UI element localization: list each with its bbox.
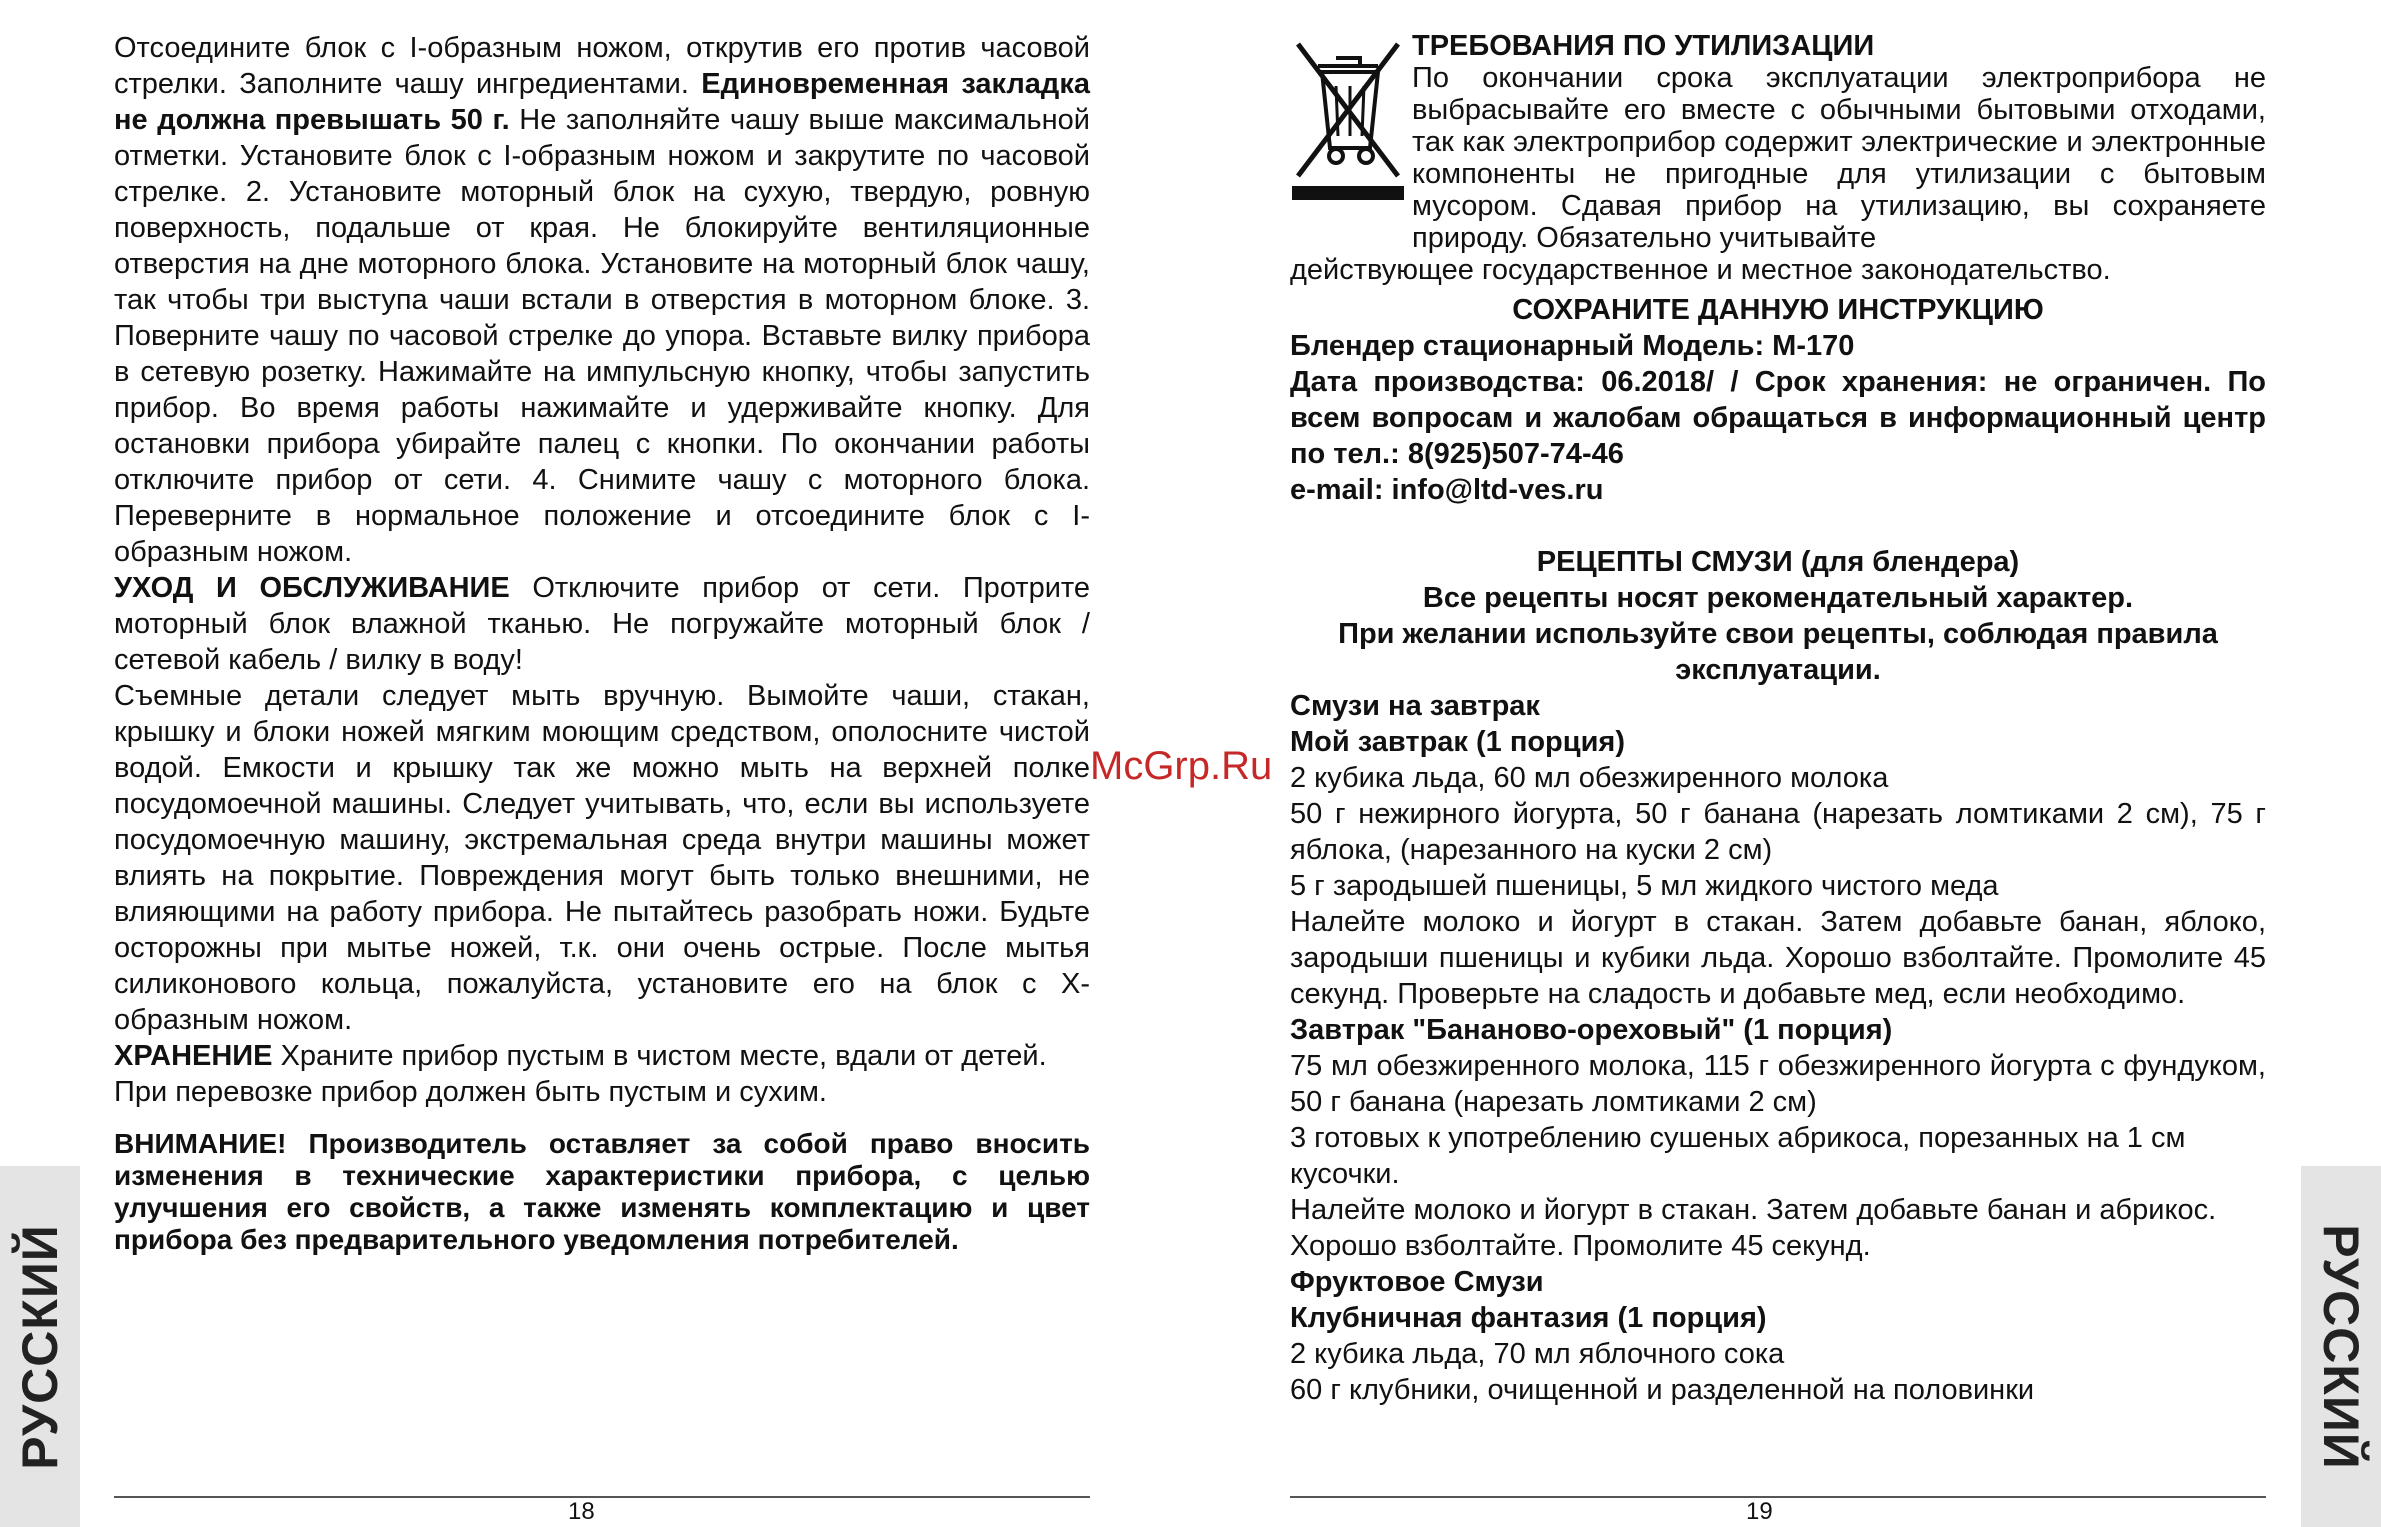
right-footer-rule [1290, 1496, 2266, 1498]
right-page-text [1290, 292, 2266, 1408]
watermark: McGrp.Ru [1090, 744, 1273, 788]
recipe-1-line: 50 г нежирного йогурта, 50 г банана (нарезать ломтиками 2 см), 75 г яблока, (нарезанного на куски 2 см) [1290, 798, 2266, 866]
storage-paragraph [114, 1038, 1090, 1074]
right-page-number: 19 [1746, 1498, 1773, 1525]
manufacturer-notice: ВНИМАНИЕ! Производитель оставляет за собой право вносить изменения в технические характеристики прибора, с целью улучшения его свойств, а также изменять комплектацию и цвет прибора без предварительного уведомления потребителей. [114, 1128, 1090, 1255]
recycling-text: По окончании срока эксплуатации электроприбора не выбрасывайте его вместе с обычными бытовыми отходами, так как электроприбор содержит электрические и электронные компоненты не пригодные для утилизации с бытовым мусором. Сдавая прибор на утилизацию, вы сохраняете природу. Обязательно учитывайте [1412, 62, 2266, 254]
left-page-text [114, 30, 1090, 1256]
crossed-out-wheelie-bin-icon [1290, 36, 1406, 200]
recycling-block [1412, 30, 2266, 254]
recipe-3-line: 60 г клубники, очищенной и разделенной на половинки [1290, 1374, 2035, 1406]
assembly-intro: Отсоедините блок с I-образным ножом, открутив его против часовой стрелки. Заполните чашу ингредиентами. [114, 32, 1090, 100]
recipe-3-line: 2 кубика льда, 70 мл яблочного сока [1290, 1338, 1785, 1370]
fruit-smoothie-heading: Фруктовое Смузи [1290, 1266, 1544, 1298]
email-line: e-mail: info@ltd-ves.ru [1290, 474, 1604, 506]
recipe-1-title: Мой завтрак (1 порция) [1290, 726, 1626, 758]
cleaning-paragraph: Съемные детали следует мыть вручную. Вымойте чаши, стакан, крышку и блоки ножей мягким моющим средством, ополосните чистой водой. Емкости и крышку так же можно мыть на верхней полке посудомоечной машины. Следует учитывать, что, если вы используете посудомоечную машину, экстремальная среда внутри машины может влиять на покрытие. Повреждения могут быть только внешними, не влияющими на работу прибора. Не пытайтесь разобрать ножи. Будьте осторожны при мытье ножей, т.к. они очень острые. После мытья силиконового кольца, пожалуйста, установите его на блок с Х-образным ножом. [114, 680, 1090, 1036]
recipe-2-method: Налейте молоко и йогурт в стакан. Затем добавьте банан и абрикос. Хорошо взболтайте. Промолите 45 секунд. [1290, 1194, 2217, 1262]
left-language-tab-label: РУССКИЙ [12, 1223, 68, 1470]
recipes-subheading-2: При желании используйте свои рецепты, соблюдая правила эксплуатации. [1338, 618, 2218, 686]
left-language-tab [0, 1166, 80, 1527]
save-instructions-heading: СОХРАНИТЕ ДАННУЮ ИНСТРУКЦИЮ [1512, 294, 2044, 326]
storage-heading: ХРАНЕНИЕ [114, 1040, 273, 1072]
right-language-tab [2301, 1166, 2381, 1527]
recipe-1-line: 2 кубика льда, 60 мл обезжиренного молока [1290, 762, 1889, 794]
breakfast-heading: Смузи на завтрак [1290, 690, 1540, 722]
recipe-3-title: Клубничная фантазия (1 порция) [1290, 1302, 1767, 1334]
left-page-number: 18 [568, 1498, 595, 1525]
recipe-2-line: 3 готовых к употреблению сушеных абрикоса, порезанных на 1 см кусочки. [1290, 1122, 2186, 1190]
recipe-2-line: 75 мл обезжиренного молока, 115 г обезжиренного йогурта с фундуком, 50 г банана (нарезать ломтиками 2 см) [1290, 1050, 2266, 1118]
recycling-heading: ТРЕБОВАНИЯ ПО УТИЛИЗАЦИИ [1412, 30, 1875, 62]
transport-text: При перевозке прибор должен быть пустым и сухим. [114, 1076, 827, 1108]
care-text: Отключите прибор от сети. Протрите моторный блок влажной тканью. Не погружайте моторный блок / сетевой кабель / вилку в воду! [114, 572, 1091, 676]
left-footer-rule [114, 1496, 1090, 1498]
max-load-warning: Единовременная закладка не должна превышать 50 г. [114, 68, 1090, 136]
right-language-tab-label: РУССКИЙ [2313, 1223, 2369, 1470]
storage-text: Храните прибор пустым в чистом месте, вдали от детей. [280, 1040, 1047, 1072]
assembly-steps: Не заполняйте чашу выше максимальной отметки. Установите блок с I-образным ножом и закрутите по часовой стрелке. 2. Установите моторный блок на сухую, твердую, ровную поверхность, подальше от края. Не блокируйте вентиляционные отверстия на дне моторного блока. Установите на моторный блок чашу, так чтобы три выступа чаши встали в отверстия в моторном блоке. 3. Поверните чашу по часовой стрелке до упора. Вставьте вилку прибора в сетевую розетку. Нажимайте на импульсную кнопку, чтобы запустить прибор. Во время работы нажимайте и удерживайте кнопку. Для остановки прибора убирайте палец с кнопки. По окончании работы отключите прибор от сети. 4. Снимите чашу с моторного блока. Переверните в нормальное положение и отсоедините блок с I-образным ножом. [114, 104, 1090, 568]
recipes-subheading-1: Все рецепты носят рекомендательный характер. [1422, 582, 2134, 614]
care-heading: УХОД И ОБСЛУЖИВАНИЕ [114, 572, 510, 604]
recipes-heading: РЕЦЕПТЫ СМУЗИ (для блендера) [1536, 546, 2020, 578]
assembly-paragraph [114, 30, 1090, 570]
recycling-text-end: действующее государственное и местное законодательство. [1290, 254, 2111, 286]
production-line: Дата производства: 06.2018/ / Срок хранения: не ограничен. По всем вопросам и жалобам обращаться в информационный центр по тел.: 8(925)507-74-46 [1290, 366, 2266, 470]
recipe-1-line: 5 г зародышей пшеницы, 5 мл жидкого чистого меда [1290, 870, 1999, 902]
model-line: Блендер стационарный Модель: М-170 [1290, 330, 1855, 362]
care-paragraph [114, 570, 1090, 678]
recipe-2-title: Завтрак "Бананово-ореховый" (1 порция) [1290, 1014, 1893, 1046]
recipe-1-method: Налейте молоко и йогурт в стакан. Затем добавьте банан, яблоко, зародыши пшеницы и кубики льда. Хорошо взболтайте. Промолите 45 секунд. Проверьте на сладость и добавьте мед, если необходимо. [1290, 906, 2266, 1010]
